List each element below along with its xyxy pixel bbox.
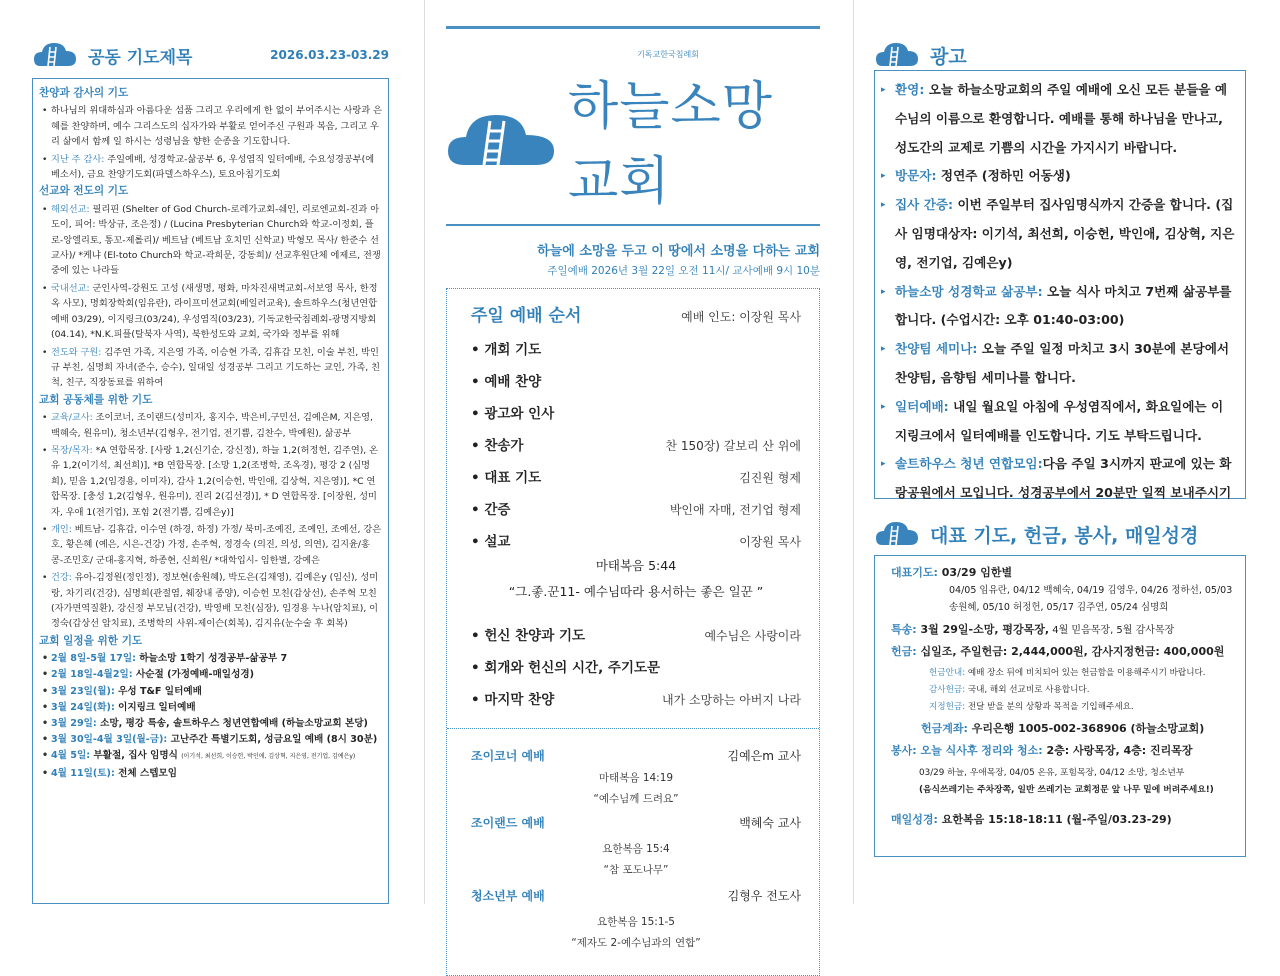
prayer-box: [32, 78, 389, 904]
worship-column: [446, 26, 820, 976]
prayer-column: [32, 40, 389, 904]
ad-item: ▸ 방문자: 정연주 (정하민 어동생): [893, 162, 1235, 191]
list-item: • 해외선교: 필리핀 (Shelter of God Church-로레가교회-쉐인, 리로엔교회-진과 아도이, 피어: 박상규, 조은정) / (Lucina Presbyterian Church와 학교-이정회, 플로-앙엘리토, 통꼬-제롤리)/ 베트남 (베트남 호치민 신학교) 박형모 목사/ 한준수 선교사)/ *케냐 (El-toto Church와 학교-곽희문, 강동희)/ 선교후원단체 에제르, 전쟁중에 있는 나라들: [39, 202, 382, 279]
sub-title: “예수님께 드려요”: [593, 793, 679, 805]
list-item: • 개인: 베트남- 김휴갑, 이수연 (하경, 하정) 가정/ 북미-조예진, 조예인, 조예선, 강은호, 황은혜 (예은, 시은-건강) 가정, 손주혁, 정경숙 (의진, 의성, 의연), 김지윤/홍콩-조민호/ 군대-홍지혁, 하종현, 신희원/ *대학입시- 임한별, 강예은: [39, 522, 382, 568]
ad-title: 광고: [930, 45, 967, 68]
offering-note: 헌금안내: 예배 장소 뒤에 비치되어 있는 헌금함을 이용해주시기 바랍니다.: [929, 668, 1206, 678]
prayer-schedule: 04/05 임유란, 04/12 백혜숙, 04/19 김영우, 04/26 정하선, 05/03 송원혜, 05/10 허정헌, 05/17 김주연, 05/24 심명희: [949, 585, 1233, 613]
sub-service: 청소년부 예배 김형우 전도사: [471, 889, 801, 903]
ad-item: ▸ 일터예배: 내일 월요일 아침에 우성염직에서, 화요일에는 이지링크에서 일터예배를 인도합니다. 기도 부탁드립니다.: [893, 393, 1235, 451]
sub-title: “제자도 2-예수님과의 연합”: [571, 937, 701, 949]
offering-title: 대표 기도, 헌금, 봉사, 매일성경: [930, 524, 1199, 547]
prayer-date: 2026.03.23-03.29: [270, 48, 389, 62]
sub-verse: 마태복음 14:19: [598, 772, 674, 784]
fold-line-1: [424, 0, 425, 904]
prayer-section: [39, 184, 382, 390]
order-item: • 마지막 찬양 내가 소망하는 아버지 나라: [471, 688, 801, 708]
sub-verse: 요한복음 15:4: [602, 843, 670, 855]
ad-item: ▸ 하늘소망 성경학교 삶공부: 오늘 식사 마치고 7번째 삶공부를 합니다. (수업시간: 오후 01:40-03:00): [893, 278, 1235, 336]
order-item: • 헌신 찬양과 기도 예수님은 사랑이라: [471, 624, 801, 644]
notice-column: [874, 40, 1246, 857]
list-item: • 건강: 유아-김정원(정인정), 정보현(송원혜), 박도은(김채영), 김예은y (임신), 성미랑, 차기리(건강), 심명희(관절염, 췌장내 종양), 이승헌 모친(갑상선), 손주혁 모친(자가면역질환), 강신정 부모님(건강), 박영배 모친(심장), 임경용 누나(암치료), 이정숙(갑상선 암치료), 조병학의 사위-제이슨(회복), 김지유(눈수술 후 회복): [39, 570, 382, 632]
order-item: • 설교 이장원 목사: [471, 530, 801, 550]
divider: [447, 728, 819, 729]
section-heading: 교회 공동체를 위한 기도: [39, 393, 153, 406]
prayer-title: 공동 기도제목: [88, 47, 193, 68]
worship-leader: 예배 인도: 이장원 목사: [681, 310, 801, 324]
section-heading: 교회 일정을 위한 기도: [39, 634, 143, 647]
ad-item: ▸ 환영: 오늘 하늘소망교회의 주일 예배에 오신 모든 분들을 예수님의 이름으로 환영합니다. 예배를 통해 하나님을 만나고, 성도간의 교제로 기쁨의 시간을 가지시기 바랍니다.: [893, 76, 1235, 162]
prayer-header: [32, 40, 389, 70]
sermon-title: “그.좋.꾼11- 예수님따라 용서하는 좋은 일꾼 ”: [508, 584, 764, 599]
church-logo-icon: [874, 40, 920, 70]
section-heading: 선교와 전도의 기도: [39, 185, 129, 198]
schedule-item: • 3월 30일-4월 3일(월-금): 고난주간 특별기도회, 성금요일 예배 (8시 30분): [39, 732, 382, 748]
list-item: • 교육/교사: 조이코너, 조이랜드(성미자, 홍지수, 박은비,구민선, 김예은M, 지은영, 백혜숙, 원유미), 청소년부(김형우, 전기업, 전기쁨, 김찬수, 박예원), 삶공부: [39, 410, 382, 441]
order-item: • 개회 기도: [471, 338, 801, 358]
offering-row: 헌금: 십일조, 주일헌금: 2,444,000원, 감사지정헌금: 400,000원: [891, 645, 1225, 658]
church-logo-icon: [446, 107, 558, 171]
slogan: 하늘에 소망을 두고 이 땅에서 소명을 다하는 교회: [537, 244, 820, 259]
list-item: • 목장/목자: *A 연합목장. [사랑 1,2(신기순, 강신정), 하늘 1,2(허정헌, 김주연), 온유 1,2(이기석, 최선희)], *B 연합목장. [소망 1,2(조병학, 조옥경), 평강 2 (심명희), 믿음 1,2(임경용, 이미자), 감사 1,2(이승헌, 박인애, 김상혁, 지은영)], *C 연합목장. [충성 1,2(김형우, 원유미), 진리 2(김선경)], * D 연합목장. [이장원, 성미자, 우애 1(전기업), 포힘 2(전기쁨, 김예은y)]: [39, 443, 382, 520]
church-logo-icon: [32, 40, 78, 70]
schedule-item: • 3월 29일: 소망, 평강 특송, 솔트하우스 청년연합예배 (하늘소망교회 본당): [39, 716, 382, 732]
brand-rule: [446, 224, 820, 226]
ad-item: ▸ 솔트하우스 청년 연합모임:다음 주일 3시까지 판교에 있는 화랑공원에서 모입니다. 성경공부에서 20분만 일찍 보내주시기: [893, 450, 1235, 508]
ad-header: [874, 40, 1246, 70]
ad-item: ▸ 찬양팀 세미나: 오늘 주일 일정 마치고 3시 30분에 본당에서 찬양팀, 음향팀 세미나를 합니다.: [893, 335, 1235, 393]
order-item: • 간증 박인애 자매, 전기업 형제: [471, 498, 801, 518]
order-item: • 회개와 헌신의 시간, 주기도문: [471, 656, 801, 676]
sub-title: “참 포도나무”: [603, 864, 669, 876]
list-item: • 하나님의 위대하심과 아름다운 섬품 그리고 우리에게 한 없이 부어주시는 사랑과 은혜를 찬양하며, 예수 그리스도의 십자가와 부활로 얻어주신 구원과 복음, 그리고 우리 삶에서 함께 일 하시는 성령님을 향한 순종을 기도합니다.: [39, 103, 382, 149]
schedule-item: • 3월 23일(월): 우성 T&F 일터예배: [39, 684, 382, 700]
offering-header: [874, 519, 1246, 549]
schedule-item: • 2월 18일-4월2일: 사순절 (가정예배-매일성경): [39, 667, 382, 683]
offering-note: 지정헌금: 전달 받을 분의 상황과 목적을 기입해주세요.: [929, 702, 1134, 712]
special-song-row: 특송: 3월 29일-소망, 평강목장, 4월 믿음목장, 5월 감사목장: [891, 623, 1175, 636]
prayer-section: [39, 86, 382, 182]
service-time: 주일예배 2026년 3월 22일 오전 11시/ 교사예배 9시 10분: [547, 265, 820, 277]
ad-item: ▸ 집사 간증: 이번 주일부터 집사임명식까지 간증을 합니다. (집사 임명대상자: 이기석, 최선희, 이승헌, 박인애, 김상혁, 지은영, 전기업, 김예은y): [893, 191, 1235, 277]
service-row: 봉사: 오늘 식사후 정리와 청소: 2층: 사랑목장, 4층: 진리목장: [891, 744, 1193, 757]
daily-bible-row: 매일성경: 요한복음 15:18-18:11 (월-주일/03.23-29): [891, 813, 1172, 826]
list-item: • 국내선교: 군인사역-강원도 고성 (새생명, 평화, 마차진새벽교회-서보영 목사, 한정옥 사모), 명회장학회(임유란), 라이프미션교회(베일러교육), 솔트하우스(청년연합예배 03/29), 이지링크(03/24), 우성염직(03/23), 기독교한국침례회-광명지방회(04.14), *N.K.피플(탈북자 사역), 북한성도와 교회, 국가와 정부를 위해: [39, 281, 382, 343]
church-name: 하늘소망교회: [568, 77, 773, 212]
fold-line-2: [853, 0, 854, 904]
sub-verse: 요한복음 15:1-5: [597, 916, 675, 928]
church-logo-icon: [874, 519, 920, 549]
schedule-item: • 4월 11일(토): 전체 스텝모임: [39, 766, 382, 782]
prayer-section: [39, 634, 382, 782]
ad-box: [874, 70, 1246, 499]
worship-order-box: [446, 288, 820, 976]
top-rule: [446, 26, 820, 29]
service-note: (음식쓰레기는 주차장쪽, 일반 쓰레기는 교회정문 앞 나무 밑에 버려주세요!): [919, 785, 1214, 795]
sub-service: 조이코너 예배 김예은m 교사: [471, 749, 801, 763]
sermon-verse: 마태복음 5:44: [595, 558, 677, 573]
prayer-leader-row: 대표기도: 03/29 임한별: [891, 566, 1013, 579]
order-item: • 광고와 인사: [471, 402, 801, 422]
list-item: • 전도와 구원: 김주연 가족, 지은영 가족, 이승현 가족, 김휴갑 모친, 이술 부친, 박인규 부친, 심명희 자녀(준수, 승수), 일대일 성경공부 그리고 기도하는 교인, 가족, 친척, 친구, 직장동료를 위하여: [39, 345, 382, 391]
order-title: 주일 예배 순서: [471, 306, 582, 326]
section-heading: 찬양과 감사의 기도: [39, 87, 129, 99]
prayer-section: [39, 393, 382, 632]
offering-box: [874, 555, 1246, 857]
schedule-item: • 3월 24일(화): 이지링크 일터예배: [39, 700, 382, 716]
church-brand: [446, 64, 820, 214]
account-row: 헌금계좌: 우리은행 1005-002-368906 (하늘소망교회): [921, 722, 1205, 735]
list-item: • 지난 주 감사: 주일예배, 성경학교-삶공부 6, 우성염직 일터예배, 수요성경공부(에베소서), 금요 찬양기도회(파델스하우스), 토요아침기도회: [39, 152, 382, 183]
denomination: 기독교한국침례회: [637, 50, 699, 59]
order-header: [471, 301, 801, 326]
service-schedule: 03/29 하늘, 우애목장, 04/05 온유, 포힘목장, 04/12 소망, 청소년부: [919, 768, 1185, 778]
schedule-item: • 4월 5일: 부활절, 집사 임명식 (이기석, 최선희, 이승헌, 박인애, 김상혁, 지은영, 전기업, 김예은y): [39, 748, 382, 765]
order-item: • 찬송가 찬 150장) 갈보리 산 위에: [471, 434, 801, 454]
order-item: • 대표 기도 김진원 형제: [471, 466, 801, 486]
schedule-item: • 2월 8일-5월 17일: 하늘소망 1학기 성경공부-삶공부 7: [39, 651, 382, 667]
offering-note: 감사헌금: 국내, 해외 선교비로 사용합니다.: [929, 685, 1090, 695]
sub-service: 조이랜드 예배 백혜숙 교사: [471, 816, 801, 830]
order-item: • 예배 찬양: [471, 370, 801, 390]
